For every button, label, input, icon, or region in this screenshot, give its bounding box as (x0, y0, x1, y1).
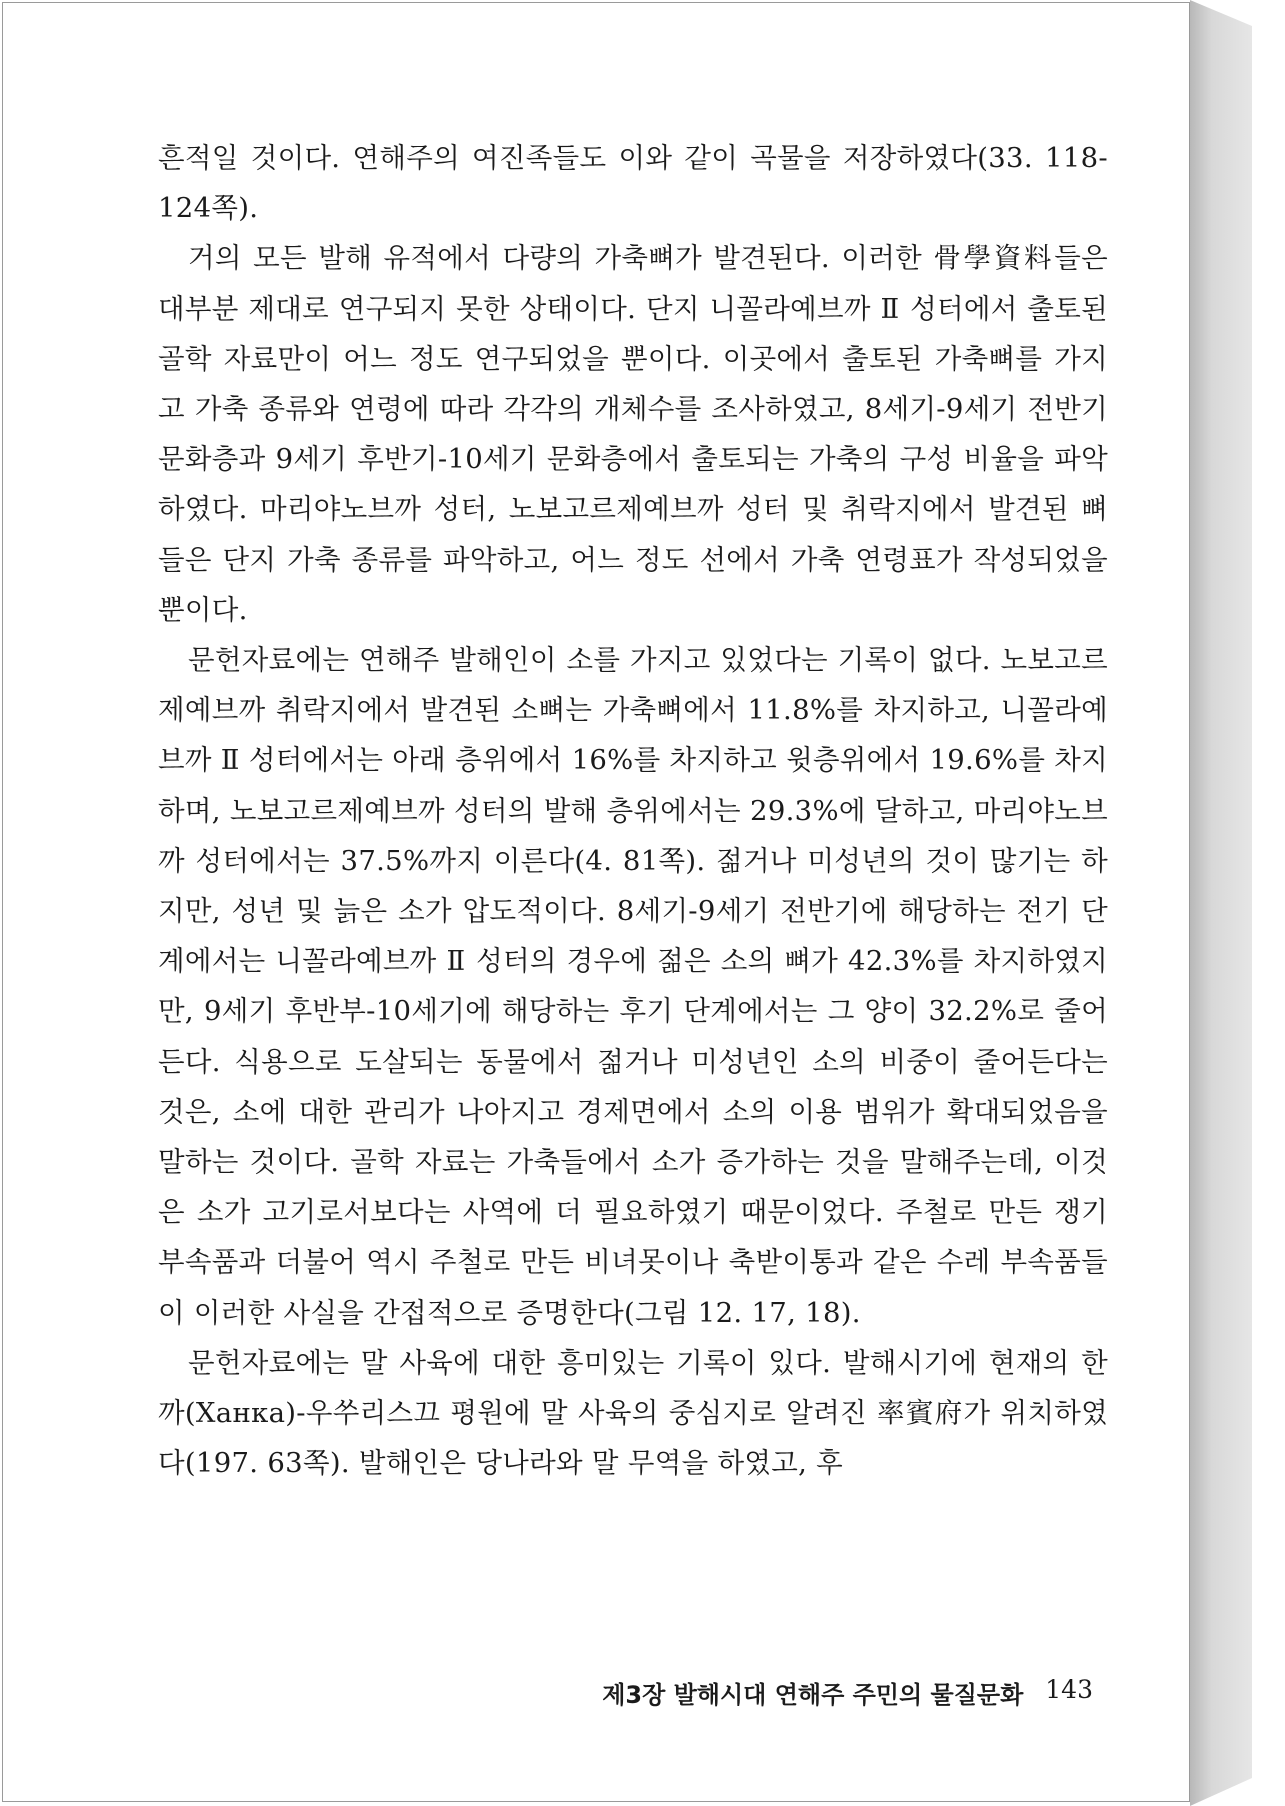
paragraph-4: 문헌자료에는 말 사육에 대한 흥미있는 기록이 있다. 발해시기에 현재의 한까(Ханка)-우쑤리스끄 평원에 말 사육의 중심지로 알려진 率賓府가 위치하였다(197. 63쪽). 발해인은 당나라와 말 무역을 하였고, 후 (158, 1346, 1108, 1480)
page-number: 143 (1045, 1675, 1093, 1704)
book-page (2, 2, 1190, 1802)
paragraph-1: 흔적일 것이다. 연해주의 여진족들도 이와 같이 곡물을 저장하였다(33. 118-124쪽). (158, 142, 1108, 225)
book-spine (1190, 0, 1252, 1806)
chapter-title: 제3장 발해시대 연해주 주민의 물질문화 (602, 1681, 1024, 1709)
paragraph-2: 거의 모든 발해 유적에서 다량의 가축뼈가 발견된다. 이러한 骨學資料들은 대부분 제대로 연구되지 못한 상태이다. 단지 니꼴라예브까 Ⅱ 성터에서 출토된 골학 자료만이 어느 정도 연구되었을 뿐이다. 이곳에서 출토된 가축뼈를 가지고 가축 종류와 연령에 따라 각각의 개체수를 조사하였고, 8세기-9세기 전반기 문화층과 9세기 후반기-10세기 문화층에서 출토되는 가축의 구성 비율을 파악하였다. 마리야노브까 성터, 노보고르제예브까 성터 및 취락지에서 발견된 뼈들은 단지 가축 종류를 파악하고, 어느 정도 선에서 가축 연령표가 작성되었을 뿐이다. (158, 242, 1108, 626)
paragraph-3: 문헌자료에는 연해주 발해인이 소를 가지고 있었다는 기록이 없다. 노보고르제예브까 취락지에서 발견된 소뼈는 가축뼈에서 11.8%를 차지하고, 니꼴라예브까 Ⅱ 성터에서는 아래 층위에서 16%를 차지하고 윗층위에서 19.6%를 차지하며, 노보고르제예브까 성터의 발해 층위에서는 29.3%에 달하고, 마리야노브까 성터에서는 37.5%까지 이른다(4. 81쪽). 젊거나 미성년의 것이 많기는 하지만, 성년 및 늙은 소가 압도적이다. 8세기-9세기 전반기에 해당하는 전기 단계에서는 니꼴라예브까 Ⅱ 성터의 경우에 젊은 소의 뼈가 42.3%를 차지하였지만, 9세기 후반부-10세기에 해당하는 후기 단계에서는 그 양이 32.2%로 줄어든다. 식용으로 도살되는 동물에서 젊거나 미성년인 소의 비중이 줄어든다는 것은, 소에 대한 관리가 나아지고 경제면에서 소의 이용 범위가 확대되었음을 말하는 것이다. 골학 자료는 가축들에서 소가 증가하는 것을 말해주는데, 이것은 소가 고기로서보다는 사역에 더 필요하였기 때문이었다. 주철로 만든 쟁기 부속품과 더불어 역시 주철로 만든 비녀못이나 축받이통과 같은 수레 부속품들이 이러한 사실을 간접적으로 증명한다(그림 12. 17, 18). (158, 644, 1108, 1329)
body-text (158, 133, 1108, 1488)
page-footer (563, 1675, 1093, 1710)
